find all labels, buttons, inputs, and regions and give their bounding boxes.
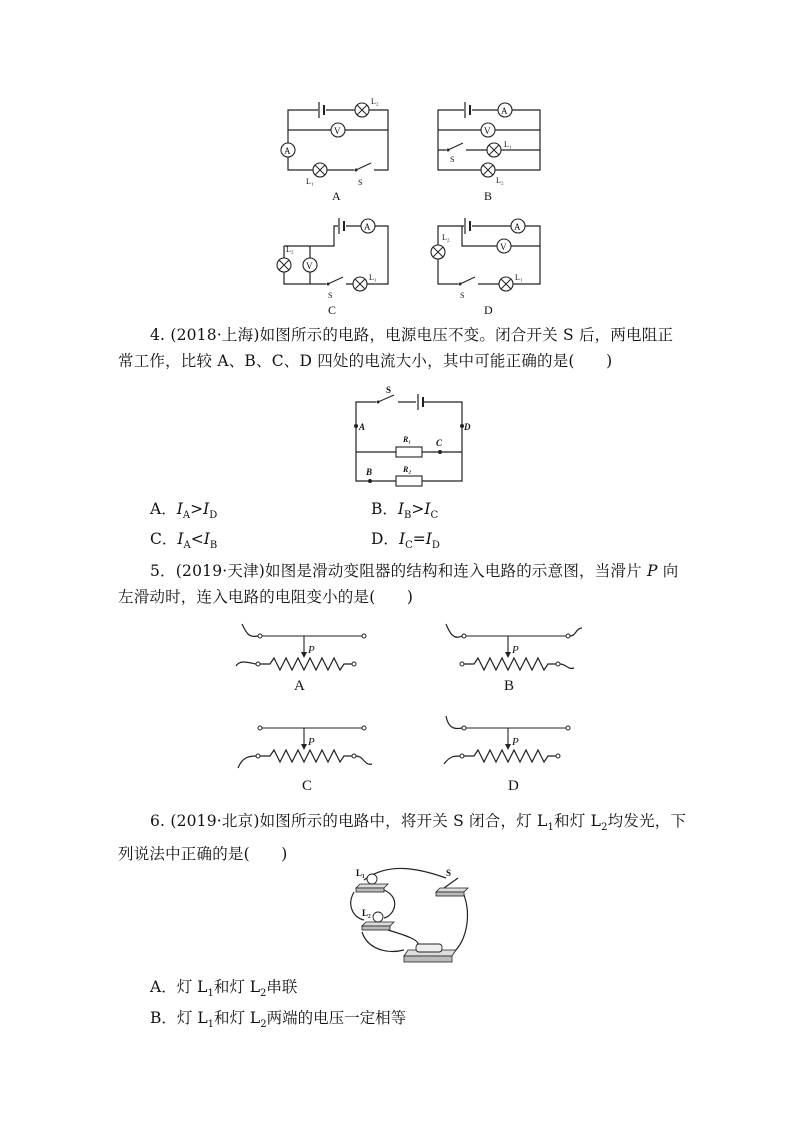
circuit-b-caption: B [484,189,493,203]
q5-stem [118,558,710,610]
q6-lamp1-label: L₁ [356,868,365,878]
q6-option-a-t2: 和灯 L [213,978,261,996]
q5-line1-pre: 5．(2019·天津)如图是滑动变阻器的结构和连入电路的示意图，当滑片 [150,562,647,580]
q4-option-c-rsub: B [209,540,218,552]
q6-line1-pre: 6. (2019·北京)如图所示的电路中，将开关 S 闭合，灯 L [150,812,548,830]
circuit-c-lamp2-label: L₂ [286,245,294,254]
circuit-a [281,97,388,203]
rheostat-b-slider-label: P [512,644,519,656]
q5-line1 [150,558,710,584]
q4-point-b: B [366,467,373,477]
circuit-a-caption: A [332,189,341,203]
q6-line1-sub2: 2 [601,822,608,834]
q5-rheostat-figures [232,618,592,798]
q4-option-c-op: < [190,530,204,548]
circuit-b-ammeter-label: A [501,106,508,116]
circuit-b-voltmeter-label: V [484,126,491,136]
rheostat-c-caption: C [302,778,313,794]
rheostat-a-caption: A [294,678,305,694]
circuit-c [277,218,388,317]
q4-option-c-lhs: I [177,530,184,548]
q6-stem [118,808,710,867]
q4-option-d-rsub: D [431,540,440,552]
q6-option-b-label: B． [150,1009,177,1027]
rheostat-b [446,624,582,694]
rheostat-d [444,716,570,794]
rheostat-c [238,726,372,794]
q4-option-b-label: B． [371,500,398,518]
q4-option-c[interactable] [150,527,217,551]
q4-option-a[interactable] [150,497,217,521]
q6-option-b[interactable] [150,1006,406,1030]
q4-option-d-op: = [412,530,426,548]
q4-option-b-op: > [411,500,425,518]
q4-option-a-rsub: D [209,510,218,522]
q4-option-b[interactable] [371,497,438,521]
q5-line1-var: P [646,562,658,580]
q6-option-a-s2: 2 [260,988,267,1000]
circuit-b-switch-label: S [450,155,455,164]
q4-option-c-lsub: A [183,540,191,552]
q4-option-b-lsub: B [404,510,412,522]
q6-line1-sub1: 1 [547,822,555,834]
rheostat-a-slider-label: P [308,644,315,656]
q4-option-b-rhs: I [424,500,431,518]
circuit-b [438,102,540,203]
q4-line1: 4. (2018·上海)如图所示的电路，电源电压不变。闭合开关 S 后，两电阻正 [150,326,674,344]
rheostat-d-caption: D [508,778,519,794]
circuit-d-switch-label: S [460,291,465,300]
circuit-b-lamp2-label: L₂ [496,176,504,185]
rheostat-d-slider-label: P [512,736,519,748]
circuit-a-lamp2-label: L₂ [371,97,379,106]
circuit-c-lamp1-label: L₁ [369,273,377,282]
q6-option-b-t2: 和灯 L [214,1009,261,1027]
q4-option-c-label: C． [150,530,178,548]
q3-circuit-figures [270,90,570,320]
circuit-d-lamp1-label: L₁ [515,273,523,282]
q6-option-a-s1: 1 [207,988,214,1000]
circuit-b-lamp1-label: L₁ [504,140,512,149]
q6-option-a-t3: 串联 [266,978,298,996]
q6-line1-post: 均发光，下 [607,812,687,830]
rheostat-a [236,624,366,694]
q6-line2: 列说法中正确的是( ) [118,845,288,864]
q4-option-a-label: A． [150,500,177,518]
q6-option-a[interactable] [150,975,297,999]
circuit-a-switch-label: S [358,178,363,187]
q6-physical-circuit [348,866,478,968]
q4-option-a-rhs: I [203,500,210,518]
q4-stem [118,322,710,374]
q4-option-d-lhs: I [398,530,406,548]
q6-option-a-label: A． [150,978,177,996]
q6-option-b-t1: 灯 L [176,1009,208,1027]
rheostat-c-slider-label: P [308,736,315,748]
q4-circuit [348,384,478,494]
circuit-d [431,218,540,317]
q6-switch-label: S [446,868,452,878]
circuit-d-lamp2-label: L₂ [442,233,450,242]
circuit-c-caption: C [328,303,337,317]
q5-line1-post: 向 [657,562,679,580]
circuit-a-lamp1-label: L₁ [306,177,314,186]
q4-option-a-op: > [190,500,204,518]
q4-line2: 常工作，比较 A、B、C、D 四处的电流大小，其中可能正确的是( ) [118,352,613,370]
q6-option-b-s2: 2 [260,1019,267,1031]
q6-lamp2-label: L₂ [362,908,371,918]
q4-option-d-rhs: I [425,530,432,548]
rheostat-b-caption: B [504,678,515,694]
q4-option-b-lhs: I [397,500,405,518]
q4-r1-label: R₁ [403,435,412,444]
circuit-c-switch-label: S [328,291,333,300]
q4-switch-label: S [386,385,392,395]
q4-point-d: D [464,422,471,432]
circuit-a-voltmeter-label: V [334,126,341,136]
q4-option-a-lhs: I [176,500,183,518]
circuit-d-ammeter-label: A [514,222,521,232]
q4-point-a: A [359,422,366,432]
q6-line1 [150,808,710,841]
circuit-c-ammeter-label: A [364,222,371,232]
q6-option-b-t3: 两端的电压一定相等 [266,1009,407,1027]
circuit-d-caption: D [484,303,493,317]
q4-option-d-label: D． [371,530,399,548]
q5-line2: 左滑动时，连入电路的电阻变小的是( ) [118,588,414,606]
circuit-c-voltmeter-label: V [306,261,313,271]
q4-option-a-lsub: A [182,510,191,522]
q4-option-b-rsub: C [430,510,439,522]
q4-option-d-lsub: C [405,540,413,552]
q4-option-c-rhs: I [203,530,210,548]
q4-r2-label: R₂ [403,465,412,474]
circuit-a-ammeter-label: A [284,146,291,156]
q6-option-a-t1: 灯 L [176,978,208,996]
q4-point-c: C [436,438,443,448]
q4-option-d[interactable] [371,527,440,551]
q6-line1-mid: 和灯 L [554,812,602,830]
q6-option-b-s1: 1 [207,1019,214,1031]
circuit-d-voltmeter-label: V [500,242,507,252]
